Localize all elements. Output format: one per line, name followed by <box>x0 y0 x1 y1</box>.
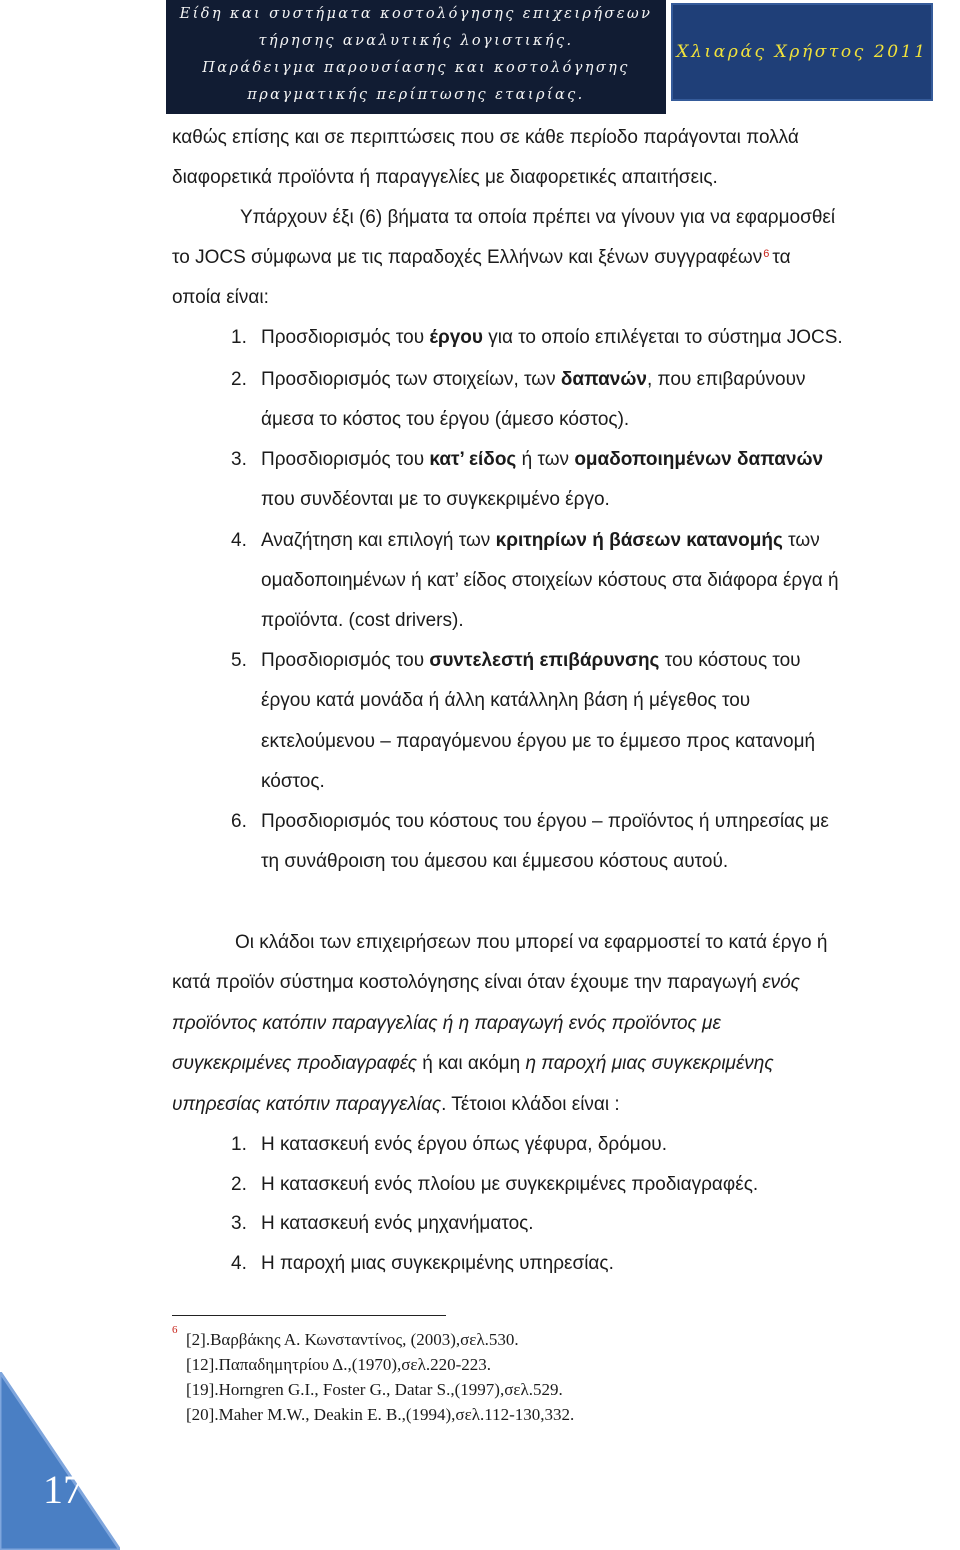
step-4-line-1: Αναζήτηση και επιλογή των κριτηρίων ή βάσεων κατανομής των <box>261 530 820 551</box>
branch-item-3: Η κατασκευή ενός μηχανήματος. <box>261 1213 534 1234</box>
header-title-line-3: Παράδειγμα παρουσίασης και κοστολόγησης <box>202 60 630 76</box>
header-title-block <box>166 0 666 114</box>
branch-item-4: Η παροχή μιας συγκεκριμένης υπηρεσίας. <box>261 1253 614 1274</box>
footnote-line-4: [20].Maher M.W., Deakin E. B.,(1994),σελ.112-130,332. <box>186 1405 575 1424</box>
header-author-box <box>671 3 933 101</box>
step-2-line-1: Προσδιορισμός των στοιχείων, των δαπανών, που επιβαρύνουν <box>261 369 806 390</box>
step-number: 1. <box>231 327 247 348</box>
step-5-line-4: κόστος. <box>261 771 325 792</box>
step-3-line-1: Προσδιορισμός του κατ’ είδος ή των ομαδοποιημένων δαπανών <box>261 449 824 470</box>
footnote-reference: 6 <box>763 248 770 260</box>
footnote-line-3: [19].Horngren G.I., Foster G., Datar S.,(1997),σελ.529. <box>186 1380 563 1399</box>
para2-line-5: υπηρεσίας κατόπιν παραγγελίας. Τέτοιοι κλάδοι είναι : <box>172 1094 620 1115</box>
para2-line-4: συγκεκριμένες προδιαγραφές ή και ακόμη η παροχή μιας συγκεκριμένης <box>172 1053 774 1074</box>
footnote-separator <box>172 1315 446 1316</box>
intro-line-4-end: τα <box>772 247 791 268</box>
step-4-line-3: προϊόντα. (cost drivers). <box>261 610 464 631</box>
step-2-line-2: άμεσα το κόστος του έργου (άμεσο κόστος). <box>261 409 630 430</box>
step-number: 3. <box>231 449 247 470</box>
step-number: 4. <box>231 530 247 551</box>
branch-number: 2. <box>231 1174 247 1195</box>
branch-item-1: Η κατασκευή ενός έργου όπως γέφυρα, δρόμου. <box>261 1134 667 1155</box>
step-3-line-2: που συνδέονται με το συγκεκριμένο έργο. <box>261 489 610 510</box>
header-title-line-2: τήρησης αναλυτικής λογιστικής. <box>258 33 574 49</box>
intro-line-2: διαφορετικά προϊόντα ή παραγγελίες με διαφορετικές απαιτήσεις. <box>172 167 718 188</box>
page-number: 17 <box>43 1467 83 1512</box>
step-6-line-1: Προσδιορισμός του κόστους του έργου – προϊόντος ή υπηρεσίας με <box>261 811 829 832</box>
header-title-line-4: πραγματικής περίπτωσης εταιρίας. <box>247 87 585 103</box>
intro-line-4-text: το JOCS σύμφωνα με τις παραδοχές Ελλήνων και ξένων συγγραφέων <box>172 247 763 268</box>
step-1-line-1: Προσδιορισμός του έργου για το οποίο επιλέγεται το σύστημα JOCS. <box>261 327 843 348</box>
step-number: 2. <box>231 369 247 390</box>
intro-line-5: οποία είναι: <box>172 287 269 308</box>
step-6-line-2: τη συνάθροιση του άμεσου και έμμεσου κόστους αυτού. <box>261 851 729 872</box>
para2-line-1: Οι κλάδοι των επιχειρήσεων που μπορεί να εφαρμοστεί το κατά έργο ή <box>235 932 828 953</box>
intro-line-3: Υπάρχουν έξι (6) βήματα τα οποία πρέπει να γίνουν για να εφαρμοσθεί <box>240 207 836 228</box>
branch-number: 4. <box>231 1253 247 1274</box>
intro-line-1: καθώς επίσης και σε περιπτώσεις που σε κάθε περίοδο παράγονται πολλά <box>172 127 799 148</box>
step-5-line-3: εκτελούμενου – παραγόμενου έργου με το έμμεσο προς κατανομή <box>261 731 816 752</box>
intro-line-4 <box>172 246 791 270</box>
step-number: 5. <box>231 650 247 671</box>
footnote-line-2: [12].Παπαδημητρίου Δ.,(1970),σελ.220-223. <box>186 1355 491 1374</box>
step-number: 6. <box>231 811 247 832</box>
header-title-line-1: Είδη και συστήματα κοστολόγησης επιχειρήσεων <box>179 6 653 22</box>
para2-line-3: προϊόντος κατόπιν παραγγελίας ή η παραγωγή ενός προϊόντος με <box>172 1013 721 1034</box>
step-5-line-2: έργου κατά μονάδα ή άλλη κατάλληλη βάση ή μέγεθος του <box>261 690 751 711</box>
branch-number: 1. <box>231 1134 247 1155</box>
para2-line-2: κατά προϊόν σύστημα κοστολόγησης είναι όταν έχουμε την παραγωγή ενός <box>172 972 800 993</box>
step-4-line-2: ομαδοποιημένων ή κατ’ είδος στοιχείων κόστους στα διάφορα έργα ή <box>261 570 839 591</box>
branch-item-2: Η κατασκευή ενός πλοίου με συγκεκριμένες προδιαγραφές. <box>261 1174 759 1195</box>
footnote-line-1: [2].Βαρβάκης Α. Κωνσταντίνος, (2003),σελ.530. <box>186 1330 519 1349</box>
footnote-mark: 6 <box>172 1324 178 1336</box>
header-author: Χλιαράς Χρήστος 2011 <box>676 42 928 62</box>
step-5-line-1: Προσδιορισμός του συντελεστή επιβάρυνσης του κόστους του <box>261 650 801 671</box>
branch-number: 3. <box>231 1213 247 1234</box>
page-corner-decoration <box>0 1372 120 1550</box>
